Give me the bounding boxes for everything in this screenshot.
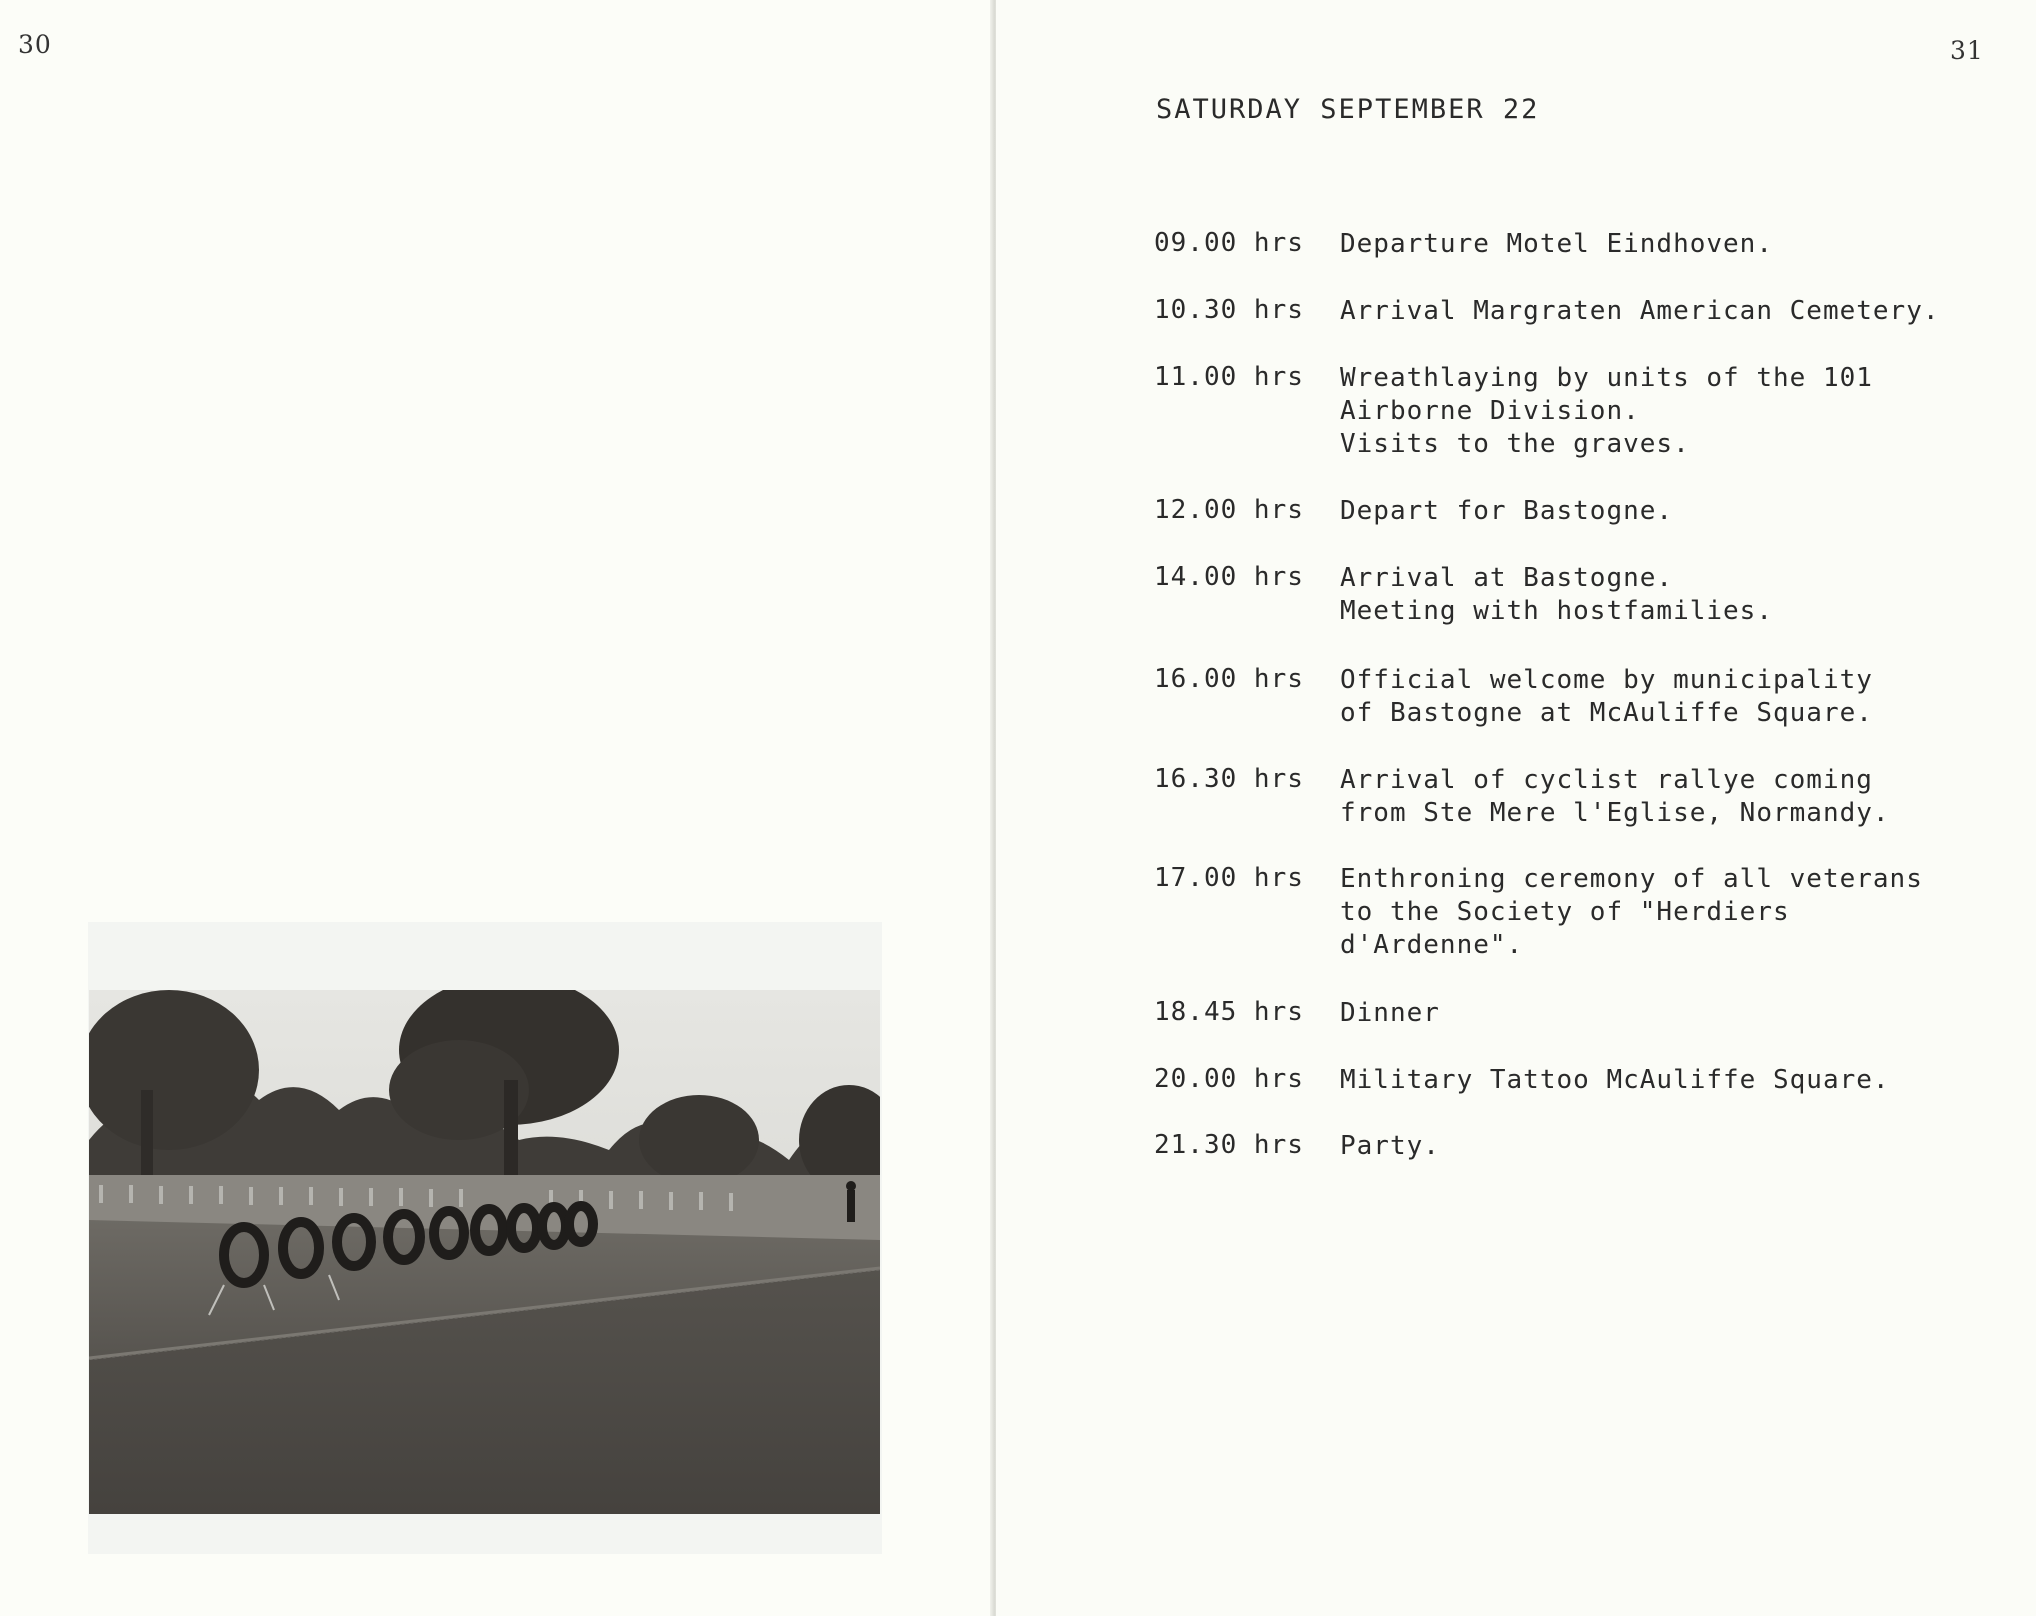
entry-description: Departure Motel Eindhoven. (1340, 229, 1773, 259)
left-page (0, 0, 992, 1616)
entry-time: 11.00 hrs (1154, 362, 1304, 392)
cemetery-wreath-illustration (89, 990, 880, 1514)
page-number-left: 30 (18, 30, 52, 59)
entry-time: 21.30 hrs (1154, 1130, 1304, 1160)
page-number-right: 31 (1950, 36, 1984, 65)
day-heading: SATURDAY SEPTEMBER 22 (1156, 94, 1540, 125)
entry-description: Official welcome by municipality of Bastogne at McAuliffe Square. (1340, 665, 1873, 728)
entry-description: Military Tattoo McAuliffe Square. (1340, 1065, 1890, 1095)
entry-time: 12.00 hrs (1154, 495, 1304, 525)
entry-time: 16.30 hrs (1154, 764, 1304, 794)
entry-description: Enthroning ceremony of all veterans to the Society of "Herdiers d'Ardenne". (1340, 864, 1923, 960)
entry-time: 18.45 hrs (1154, 997, 1304, 1027)
entry-description: Arrival of cyclist rallye coming from Ste Mere l'Eglise, Normandy. (1340, 765, 1890, 828)
entry-time: 14.00 hrs (1154, 562, 1304, 592)
entry-description: Party. (1340, 1131, 1440, 1161)
entry-time: 10.30 hrs (1154, 295, 1304, 325)
entry-description: Arrival at Bastogne. Meeting with hostfamilies. (1340, 563, 1773, 626)
entry-time: 16.00 hrs (1154, 664, 1304, 694)
entry-time: 09.00 hrs (1154, 228, 1304, 258)
photo-frame (88, 922, 882, 1554)
entry-description: Wreathlaying by units of the 101 Airborne Division. Visits to the graves. (1340, 363, 1873, 459)
entry-time: 17.00 hrs (1154, 863, 1304, 893)
cemetery-wreath-photo (89, 990, 880, 1514)
entry-description: Depart for Bastogne. (1340, 496, 1674, 526)
entry-description: Dinner (1340, 998, 1440, 1028)
entry-time: 20.00 hrs (1154, 1064, 1304, 1094)
entry-description: Arrival Margraten American Cemetery. (1340, 296, 1940, 326)
